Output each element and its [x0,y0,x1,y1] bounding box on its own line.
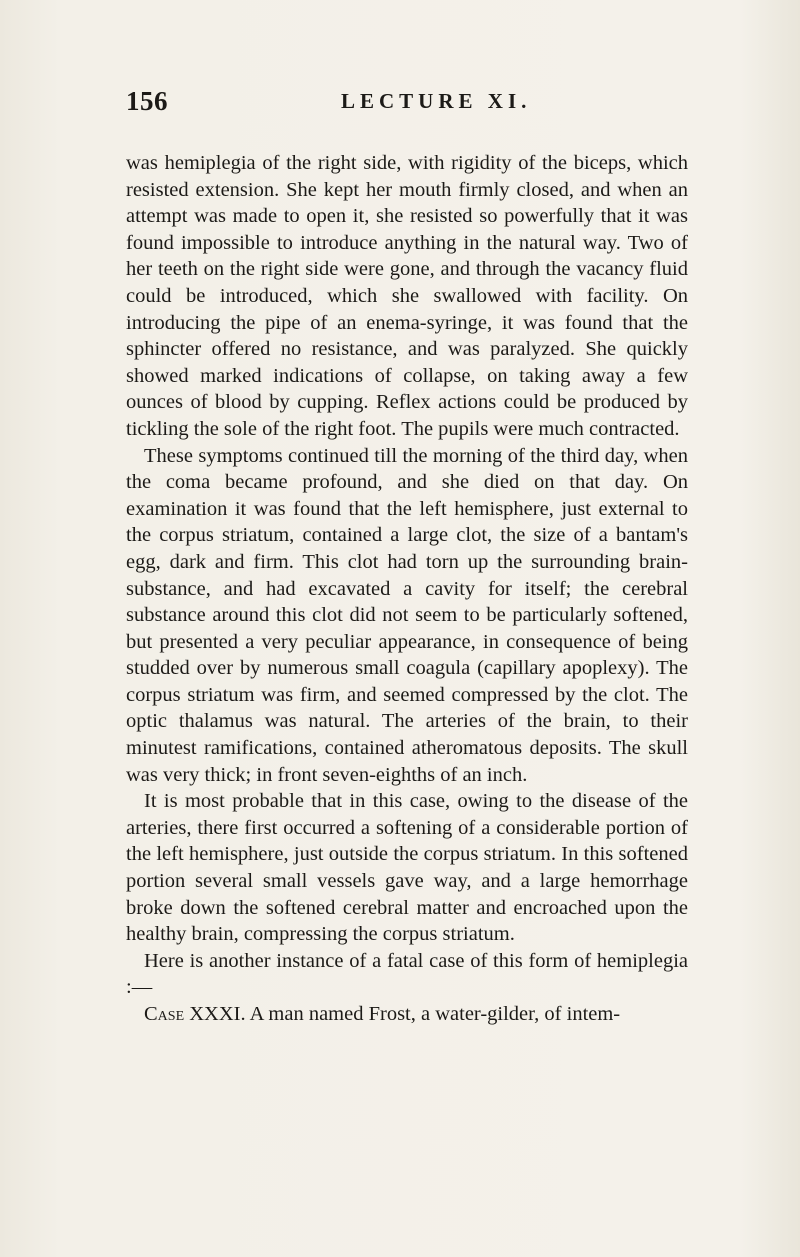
body-text [126,150,688,1028]
paragraph-3: It is most probable that in this case, owing to the disease of the arteries, there first occurred a softening of a considerable portion of the left hemisphere, just outside the corpus striatum. In this softened portion several small vessels gave way, and a large hemorrhage broke down the softened cerebral matter and encroached upon the healthy brain, compressing the corpus striatum. [126,790,688,946]
paragraph-2: These symptoms continued till the morning of the third day, when the coma became profound, and she died on that day. On examination it was found that the left hemisphere, just external to the corpus striatum, contained a large clot, the size of a bantam's egg, dark and firm. This clot had torn up the surrounding brain-substance, and had excavated a cavity for itself; the cerebral substance around this clot did not seem to be particularly softened, but presented a very peculiar appearance, in consequence of being studded over by numerous small coagula (capillary apoplexy). The corpus striatum was firm, and seemed compressed by the clot. The optic thalamus was natural. The arteries of the brain, to their minutest ramifications, contained atheromatous deposits. The skull was very thick; in front seven-eighths of an inch. [126,444,688,786]
page-number: 156 [126,86,168,116]
page-header [126,86,686,122]
case-text: A man named Frost, a water-gilder, of intem- [245,1003,621,1025]
case-paragraph [126,1001,688,1028]
paragraph-1: was hemiplegia of the right side, with rigidity of the biceps, which resisted extension. She kept her mouth firmly closed, and when an attempt was made to open it, she resisted so powerfully that it was found impossible to introduce anything in the natural way. Two of her teeth on the right side were gone, and through the vacancy fluid could be introduced, which she swallowed with facility. On introducing the pipe of an enema-syringe, it was found that the sphincter offered no resistance, and was paralyzed. She quickly showed marked indications of collapse, on taking away a few ounces of blood by cupping. Reflex actions could be produced by tickling the sole of the right foot. The pupils were much contracted. [126,152,688,440]
case-label: Case XXXI. [144,1003,246,1025]
running-head: LECTURE XI. [341,89,532,113]
paragraph-4: Here is another instance of a fatal case of this form of hemiplegia :— [126,949,688,999]
